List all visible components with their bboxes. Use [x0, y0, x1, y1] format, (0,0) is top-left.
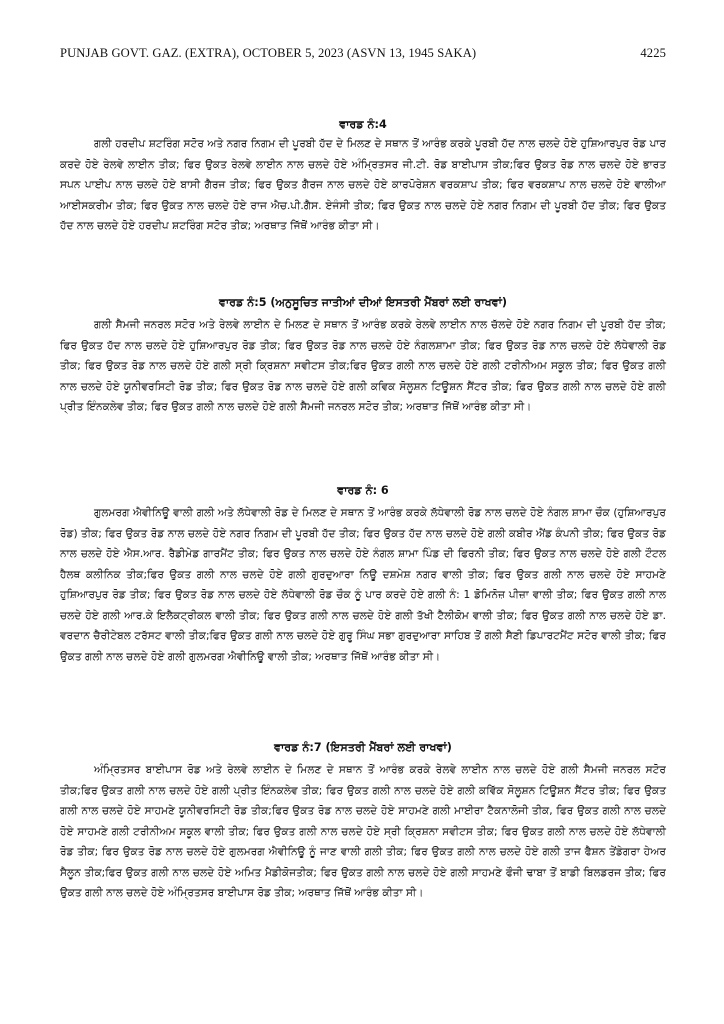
page-header — [60, 46, 666, 61]
ward-4-heading: ਵਾਰਡ ਨੰ:4 — [339, 118, 387, 131]
page-number: 4225 — [640, 46, 666, 60]
ward-6-heading: ਵਾਰਡ ਨੰ: 6 — [337, 484, 389, 497]
gazette-title: PUNJAB GOVT. GAZ. (EXTRA), OCTOBER 5, 2023 (ASVN 13, 1945 SAKA) — [60, 46, 477, 60]
ward-6-boundary-text: ਗੁਲਮਰਗ ਐਵੀਨਿਊ ਵਾਲੀ ਗਲੀ ਅਤੇ ਲੱਧੇਵਾਲੀ ਰੋਡ ਦੇ ਮਿਲਣ ਦੇ ਸਥਾਨ ਤੋਂ ਆਰੰਭ ਕਰਕੇ ਲੱਧੇਵਾਲੀ ਰੋਡ ਨਾਲ ਚਲਦੇ ਹੋਏ ਨੰਗਲ ਸ਼ਾਮਾ ਚੌਕ (ਹੁਸ਼ਿਆਰਪੁਰ ਰੋਡ) ਤੀਕ; ਫਿਰ ਉਕਤ ਰੋਡ ਨਾਲ ਚਲਦੇ ਹੋਏ ਨਗਰ ਨਿਗਮ ਦੀ ਪੂਰਬੀ ਹੱਦ ਤੀਕ; ਫਿਰ ਉਕਤ ਹੱਦ ਨਾਲ ਚਲਦੇ ਹੋਏ ਗਲੀ ਕਬੀਰ ਐਂਡ ਕੰਪਨੀ ਤੀਕ; ਫਿਰ ਉਕਤ ਰੋਡ ਨਾਲ ਚਲਦੇ ਹੋਏ ਐਸ.ਆਰ. ਰੈਡੀਮੇਡ ਗਾਰਮੈਂਟ ਤੀਕ; ਫਿਰ ਉਕਤ ਨਾਲ ਚਲਦੇ ਹੋਏ ਨੰਗਲ ਸ਼ਾਮਾ ਪਿੰਡ ਦੀ ਫਿਰਨੀ ਤੀਕ; ਫਿਰ ਉਕਤ ਨਾਲ ਚਲਦੇ ਹੋਏ ਗਲੀ ਟੌਟਲ ਹੈਲਥ ਕਲੀਨਿਕ ਤੀਕ;ਫਿਰ ਉਕਤ ਗਲੀ ਨਾਲ ਚਲਦੇ ਹੋਏ ਗਲੀ ਗੁਰਦੁਆਰਾ ਨਿਊ ਦਸ਼ਮੇਸ਼ ਨਗਰ ਵਾਲੀ ਤੀਕ; ਫਿਰ ਉਕਤ ਗਲੀ ਨਾਲ ਚਲਦੇ ਹੋਏ ਸਾਹਮਣੇ ਹੁਸ਼ਿਆਰਪੁਰ ਰੋਡ ਤੀਕ; ਫਿਰ ਉਕਤ ਰੋਡ ਨਾਲ ਚਲਦੇ ਹੋਏ ਲੱਧੇਵਾਲੀ ਰੋਡ ਚੌਕ ਨੂੰ ਪਾਰ ਕਰਦੇ ਹੋਏ ਗਲੀ ਨੰ: 1 ਡੋਮਿਨੋਜ਼ ਪੀਜ਼ਾ ਵਾਲੀ ਤੀਕ; ਫਿਰ ਉਕਤ ਗਲੀ ਨਾਲ ਚਲਦੇ ਹੋਏ ਗਲੀ ਆਰ.ਕੇ ਇਲੈਕਟ੍ਰੀਕਲ ਵਾਲੀ ਤੀਕ; ਫਿਰ ਉਕਤ ਗਲੀ ਨਾਲ ਚਲਦੇ ਹੋਏ ਗਲੀ ਤੱਖੀ ਟੈਲੀਕੋਮ ਵਾਲੀ ਤੀਕ; ਫਿਰ ਉਕਤ ਗਲੀ ਨਾਲ ਚਲਦੇ ਹੋਏ ਡਾ. ਵਰਦਾਨ ਚੈਰੀਟੇਬਲ ਟਰੱਸਟ ਵਾਲੀ ਤੀਕ;ਫਿਰ ਉਕਤ ਗਲੀ ਨਾਲ ਚਲਦੇ ਹੋਏ ਗੁਰੂ ਸਿੰਘ ਸਭਾ ਗੁਰਦੁਆਰਾ ਸਾਹਿਬ ਤੋਂ ਗਲੀ ਸੈਣੀ ਡਿਪਾਰਟਮੈਂਟ ਸਟੋਰ ਵਾਲੀ ਤੀਕ; ਫਿਰ ਉਕਤ ਗਲੀ ਨਾਲ ਚਲਦੇ ਹੋਏ ਗਲੀ ਗੁਲਮਰਗ ਐਵੀਨਿਊ ਵਾਲੀ ਤੀਕ; ਅਰਥਾਤ ਜਿੱਥੋਂ ਆਰੰਭ ਕੀਤਾ ਸੀ। — [60, 507, 666, 663]
ward-7-boundary-text: ਅੰਮ੍ਰਿਤਸਰ ਬਾਈਪਾਸ ਰੋਡ ਅਤੇ ਰੇਲਵੇ ਲਾਈਨ ਦੇ ਮਿਲਣ ਦੇ ਸਥਾਨ ਤੋਂ ਆਰੰਭ ਕਰਕੇ ਰੇਲਵੇ ਲਾਈਨ ਨਾਲ ਚਲਦੇ ਹੋਏ ਗਲੀ ਸੈਮਜੀ ਜਨਰਲ ਸਟੋਰ ਤੀਕ;ਫਿਰ ਉਕਤ ਗਲੀ ਨਾਲ ਚਲਦੇ ਹੋਏ ਗਲੀ ਪ੍ਰੀਤ ਇੰਨਕਲੇਵ ਤੀਕ; ਫਿਰ ਉਕਤ ਗਲੀ ਨਾਲ ਚਲਦੇ ਹੋਏ ਗਲੀ ਕਵਿੱਕ ਸੋਲੂਸ਼ਨ ਟਿਊਸ਼ਨ ਸੈਂਟਰ ਤੀਕ; ਫਿਰ ਉਕਤ ਗਲੀ ਨਾਲ ਚਲਦੇ ਹੋਏ ਸਾਹਮਣੇ ਯੂਨੀਵਰਸਿਟੀ ਰੋਡ ਤੀਕ;ਫਿਰ ਉਕਤ ਰੋਡ ਨਾਲ ਚਲਦੇ ਹੋਏ ਸਾਹਮਣੇ ਗਲੀ ਮਾਈਰਾ ਟੈਕਨਾਲੋਜੀ ਤੀਕ, ਫਿਰ ਉਕਤ ਗਲੀ ਨਾਲ ਚਲਦੇ ਹੋਏ ਸਾਹਮਣੇ ਗਲੀ ਟਰੀਨੀਅਮ ਸਕੂਲ ਵਾਲੀ ਤੀਕ; ਫਿਰ ਉਕਤ ਗਲੀ ਨਾਲ ਚਲਦੇ ਹੋਏ ਸ੍ਰੀ ਕ੍ਰਿਸ਼ਨਾ ਸਵੀਟਸ ਤੀਕ; ਫਿਰ ਉਕਤ ਗਲੀ ਨਾਲ ਚਲਦੇ ਹੋਏ ਲੱਧੇਵਾਲੀ ਰੋਡ ਤੀਕ; ਫਿਰ ਉਕਤ ਰੋਡ ਨਾਲ ਚਲਦੇ ਹੋਏ ਗੁਲਮਰਗ ਐਵੀਨਿਊ ਨੂੰ ਜਾਣ ਵਾਲੀ ਗਲੀ ਤੀਕ; ਫਿਰ ਉਕਤ ਗਲੀ ਨਾਲ ਚਲਦੇ ਹੋਏ ਗਲੀ ਤਾਜ ਫੈਸ਼ਨ ਤੇਂਡੇਗਰਾ ਹੇਅਰ ਸੈਲੂਨ ਤੀਕ;ਫਿਰ ਉਕਤ ਗਲੀ ਨਾਲ ਚਲਦੇ ਹੋਏ ਅਮਿਤ ਮੈਡੀਕੋਜਤੀਕ; ਫਿਰ ਉਕਤ ਗਲੀ ਨਾਲ ਚਲਦੇ ਹੋਏ ਗਲੀ ਸਾਹਮਣੇ ਫੌਜੀ ਢਾਬਾ ਤੋਂ ਬਾਡੀ ਬਿਲਡਰਜ ਤੀਕ; ਫਿਰ ਉਕਤ ਗਲੀ ਨਾਲ ਚਲਦੇ ਹੋਏ ਅੰਮ੍ਰਿਤਸਰ ਬਾਈਪਾਸ ਰੋਡ ਤੀਕ; ਅਰਥਾਤ ਜਿੱਥੋਂ ਆਰੰਭ ਕੀਤਾ ਸੀ। — [60, 764, 666, 899]
ward-4-boundary-text: ਗਲੀ ਹਰਦੀਪ ਸ਼ਟਰਿੰਗ ਸਟੋਰ ਅਤੇ ਨਗਰ ਨਿਗਮ ਦੀ ਪੂਰਬੀ ਹੱਦ ਦੇ ਮਿਲਣ ਦੇ ਸਥਾਨ ਤੋਂ ਆਰੰਭ ਕਰਕੇ ਪੂਰਬੀ ਹੱਦ ਨਾਲ ਚਲਦੇ ਹੋਏ ਹੁਸ਼ਿਆਰਪੁਰ ਰੋਡ ਪਾਰ ਕਰਦੇ ਹੋਏ ਰੇਲਵੇ ਲਾਈਨ ਤੀਕ; ਫਿਰ ਉਕਤ ਰੇਲਵੇ ਲਾਈਨ ਨਾਲ ਚਲਦੇ ਹੋਏ ਅੰਮ੍ਰਿਤਸਰ ਜੀ.ਟੀ. ਰੋਡ ਬਾਈਪਾਸ ਤੀਕ;ਫਿਰ ਉਕਤ ਰੋਡ ਨਾਲ ਚਲਦੇ ਹੋਏ ਭਾਰਤ ਸਪਨ ਪਾਈਪ ਨਾਲ ਚਲਦੇ ਹੋਏ ਬਾਸੀ ਗੈਰਜ ਤੀਕ; ਫਿਰ ਉਕਤ ਗੈਰਜ ਨਾਲ ਚਲਦੇ ਹੋਏ ਕਾਰਪੋਰੇਸ਼ਨ ਵਰਕਸ਼ਾਪ ਤੀਕ; ਫਿਰ ਵਰਕਸ਼ਾਪ ਨਾਲ ਚਲਦੇ ਹੋਏ ਵਾਲੀਆ ਆਈਸਕਰੀਮ ਤੀਕ; ਫਿਰ ਉਕਤ ਨਾਲ ਚਲਦੇ ਹੋਏ ਰਾਜ ਐਚ.ਪੀ.ਗੈਸ. ਏਜੰਸੀ ਤੀਕ; ਫਿਰ ਉਕਤ ਨਾਲ ਚਲਦੇ ਹੋਏ ਨਗਰ ਨਿਗਮ ਦੀ ਪੂਰਬੀ ਹੱਦ ਤੀਕ; ਫਿਰ ਉਕਤ ਹੱਦ ਨਾਲ ਚਲਦੇ ਹੋਏ ਹਰਦੀਪ ਸ਼ਟਰਿੰਗ ਸਟੋਰ ਤੀਕ; ਅਰਥਾਤ ਜਿੱਥੋਂ ਆਰੰਭ ਕੀਤਾ ਸੀ। — [60, 138, 666, 232]
ward-7-heading: ਵਾਰਡ ਨੰ:7 (ਇਸਤਰੀ ਮੈਂਬਰਾਂ ਲਈ ਰਾਖਵਾਂ) — [274, 741, 452, 754]
ward-5-heading: ਵਾਰਡ ਨੰ:5 (ਅਨੁਸੂਚਿਤ ਜਾਤੀਆਂ ਦੀਆਂ ਇਸਤਰੀ ਮੈਂਬਰਾਂ ਲਈ ਰਾਖਵਾਂ) — [218, 296, 508, 309]
ward-5-boundary-text: ਗਲੀ ਸੈਮਜੀ ਜਨਰਲ ਸਟੋਰ ਅਤੇ ਰੇਲਵੇ ਲਾਈਨ ਦੇ ਮਿਲਣ ਦੇ ਸਥਾਨ ਤੋਂ ਆਰੰਭ ਕਰਕੇ ਰੇਲਵੇ ਲਾਈਨ ਨਾਲ ਚੱਲਦੇ ਹੋਏ ਨਗਰ ਨਿਗਮ ਦੀ ਪੂਰਬੀ ਹੱਦ ਤੀਕ; ਫਿਰ ਉਕਤ ਹੱਦ ਨਾਲ ਚਲਦੇ ਹੋਏ ਹੁਸ਼ਿਆਰਪੁਰ ਰੋਡ ਤੀਕ; ਫਿਰ ਉਕਤ ਰੋਡ ਨਾਲ ਚਲਦੇ ਹੋਏ ਨੰਗਲਸ਼ਾਮਾ ਤੀਕ; ਫਿਰ ਉਕਤ ਰੋਡ ਨਾਲ ਚਲਦੇ ਹੋਏ ਲੱਧੇਵਾਲੀ ਰੋਡ ਤੀਕ; ਫਿਰ ਉਕਤ ਰੋਡ ਨਾਲ ਚਲਦੇ ਹੋਏ ਗਲੀ ਸ੍ਰੀ ਕ੍ਰਿਸ਼ਨਾ ਸਵੀਟਸ ਤੀਕ;ਫਿਰ ਉਕਤ ਗਲੀ ਨਾਲ ਚਲਦੇ ਹੋਏ ਗਲੀ ਟਰੀਨੀਅਮ ਸਕੂਲ ਤੀਕ; ਫਿਰ ਉਕਤ ਗਲੀ ਨਾਲ ਚਲਦੇ ਹੋਏ ਯੂਨੀਵਰਸਿਟੀ ਰੋਡ ਤੀਕ; ਫਿਰ ਉਕਤ ਰੋਡ ਨਾਲ ਚਲਦੇ ਹੋਏ ਗਲੀ ਕਵਿਕ ਸੋਲੂਸ਼ਨ ਟਿਊਸ਼ਨ ਸੈਂਟਰ ਤੀਕ; ਫਿਰ ਉਕਤ ਗਲੀ ਨਾਲ ਚਲਦੇ ਹੋਏ ਗਲੀ ਪ੍ਰੀਤ ਇੰਨਕਲੇਵ ਤੀਕ; ਫਿਰ ਉਕਤ ਗਲੀ ਨਾਲ ਚਲਦੇ ਹੋਏ ਗਲੀ ਸੈਮਜੀ ਜਨਰਲ ਸਟੋਰ ਤੀਕ; ਅਰਥਾਤ ਜਿੱਥੋਂ ਆਰੰਭ ਕੀਤਾ ਸੀ। — [60, 319, 666, 413]
